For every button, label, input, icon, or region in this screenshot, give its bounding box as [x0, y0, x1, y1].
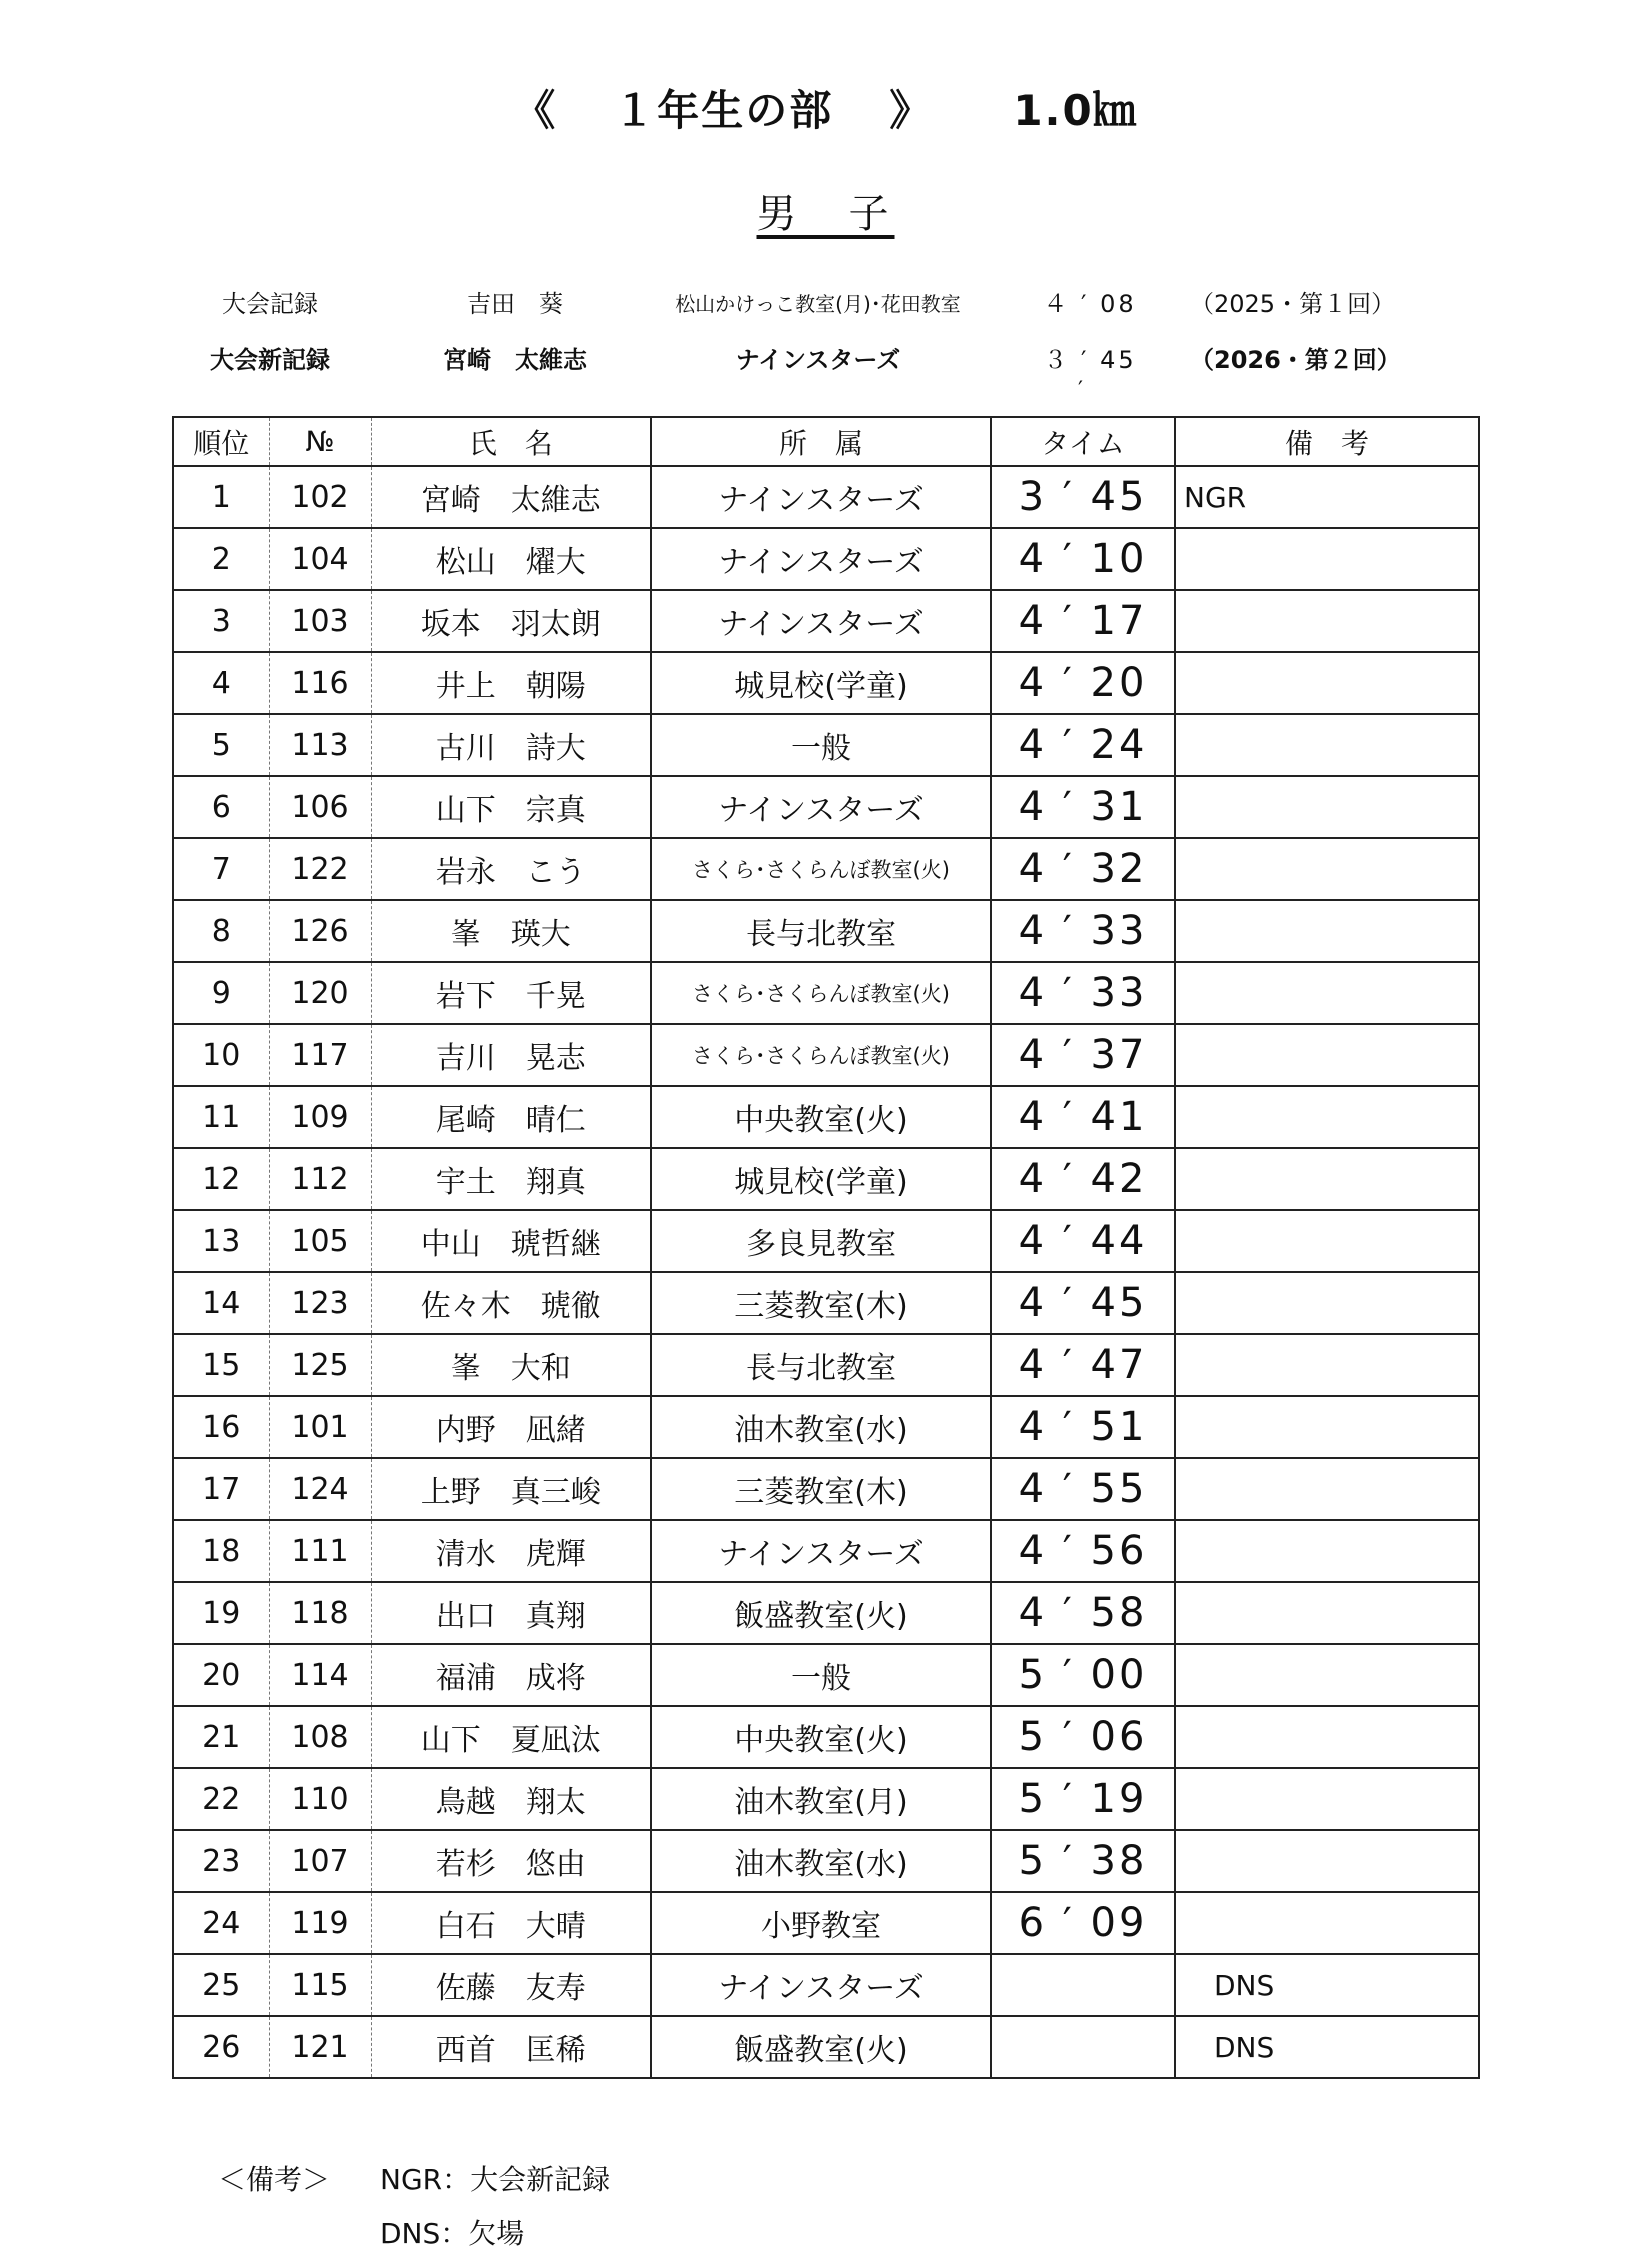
bib-number-cell: 110: [269, 1768, 371, 1830]
affiliation-cell: 中央教室(火): [651, 1086, 991, 1148]
bib-number-cell: 107: [269, 1830, 371, 1892]
rank-cell: 3: [173, 590, 269, 652]
athlete-name-cell: 吉川 晃志: [371, 1024, 651, 1086]
bib-number-cell: 120: [269, 962, 371, 1024]
remarks-cell: [1175, 900, 1479, 962]
results-body: [173, 466, 1479, 2078]
rank-cell: 24: [173, 1892, 269, 1954]
remarks-cell: NGR: [1175, 466, 1479, 528]
record-time: ４ ′ 08: [1043, 290, 1137, 318]
affiliation-cell: ナインスターズ: [651, 528, 991, 590]
remarks-cell: DNS: [1175, 1954, 1479, 2016]
time-cell: 4 ′ 44: [991, 1210, 1175, 1272]
title-division: １年生の部: [613, 86, 834, 135]
athlete-name-cell: 松山 燿大: [371, 528, 651, 590]
athlete-name-cell: 若杉 悠由: [371, 1830, 651, 1892]
time-cell: 4 ′ 24: [991, 714, 1175, 776]
rank-cell: 13: [173, 1210, 269, 1272]
rank-cell: 12: [173, 1148, 269, 1210]
athlete-name-cell: 佐藤 友寿: [371, 1954, 651, 2016]
affiliation-cell: ナインスターズ: [651, 1954, 991, 2016]
time-cell: 4 ′ 45: [991, 1272, 1175, 1334]
athlete-name-cell: 坂本 羽太朗: [371, 590, 651, 652]
rank-cell: 17: [173, 1458, 269, 1520]
rank-cell: 15: [173, 1334, 269, 1396]
bib-number-cell: 117: [269, 1024, 371, 1086]
affiliation-cell: 飯盛教室(火): [651, 2016, 991, 2078]
affiliation-cell: 三菱教室(木): [651, 1458, 991, 1520]
bib-number-cell: 102: [269, 466, 371, 528]
affiliation-cell: さくら･さくらんぼ教室(火): [651, 1024, 991, 1086]
bib-number-cell: 115: [269, 1954, 371, 2016]
new-record-year: （2026・第２回）: [1190, 346, 1401, 374]
page-title: [0, 78, 1651, 138]
section-heading-text: 男 子: [756, 191, 895, 237]
bib-number-cell: 104: [269, 528, 371, 590]
remarks-cell: [1175, 1148, 1479, 1210]
remarks-cell: [1175, 1892, 1479, 1954]
bib-number-cell: 121: [269, 2016, 371, 2078]
bib-number-cell: 111: [269, 1520, 371, 1582]
athlete-name-cell: 山下 宗真: [371, 776, 651, 838]
remarks-cell: [1175, 776, 1479, 838]
affiliation-cell: ナインスターズ: [651, 590, 991, 652]
rank-cell: 18: [173, 1520, 269, 1582]
stray-mark: ′: [1078, 378, 1083, 403]
notes-label: ＜備考＞: [218, 2163, 331, 2196]
rank-cell: 26: [173, 2016, 269, 2078]
athlete-name-cell: 清水 虎輝: [371, 1520, 651, 1582]
table-row: [173, 1334, 1479, 1396]
athlete-name-cell: 古川 詩大: [371, 714, 651, 776]
rank-cell: 7: [173, 838, 269, 900]
remarks-cell: [1175, 962, 1479, 1024]
table-row: [173, 1210, 1479, 1272]
rank-cell: 21: [173, 1706, 269, 1768]
bib-number-cell: 125: [269, 1334, 371, 1396]
remarks-cell: [1175, 1520, 1479, 1582]
time-cell: 5 ′ 19: [991, 1768, 1175, 1830]
athlete-name-cell: 井上 朝陽: [371, 652, 651, 714]
title-distance: 1.0㎞: [1013, 86, 1138, 135]
table-row: [173, 1954, 1479, 2016]
time-cell: 6 ′ 09: [991, 1892, 1175, 1954]
time-cell: 4 ′ 33: [991, 962, 1175, 1024]
time-cell: 3 ′ 45: [991, 466, 1175, 528]
rank-cell: 25: [173, 1954, 269, 2016]
rank-cell: 16: [173, 1396, 269, 1458]
affiliation-cell: 城見校(学童): [651, 1148, 991, 1210]
athlete-name-cell: 峯 大和: [371, 1334, 651, 1396]
remarks-cell: [1175, 1334, 1479, 1396]
table-row: [173, 714, 1479, 776]
section-heading: [0, 182, 1651, 239]
new-record-time: ３ ′ 45: [1043, 346, 1137, 374]
table-row: [173, 776, 1479, 838]
bib-number-cell: 106: [269, 776, 371, 838]
remarks-cell: [1175, 528, 1479, 590]
time-cell: 4 ′ 41: [991, 1086, 1175, 1148]
rank-cell: 6: [173, 776, 269, 838]
header-name: 氏 名: [371, 417, 651, 466]
rank-cell: 14: [173, 1272, 269, 1334]
time-cell: 4 ′ 58: [991, 1582, 1175, 1644]
time-cell: 4 ′ 47: [991, 1334, 1175, 1396]
rank-cell: 8: [173, 900, 269, 962]
bib-number-cell: 124: [269, 1458, 371, 1520]
affiliation-cell: 油木教室(月): [651, 1768, 991, 1830]
affiliation-cell: ナインスターズ: [651, 466, 991, 528]
athlete-name-cell: 宮崎 太維志: [371, 466, 651, 528]
table-row: [173, 1458, 1479, 1520]
athlete-name-cell: 岩永 こう: [371, 838, 651, 900]
time-cell: 4 ′ 10: [991, 528, 1175, 590]
time-cell: 4 ′ 37: [991, 1024, 1175, 1086]
rank-cell: 1: [173, 466, 269, 528]
affiliation-cell: 油木教室(水): [651, 1396, 991, 1458]
time-cell: 4 ′ 42: [991, 1148, 1175, 1210]
affiliation-cell: 一般: [651, 1644, 991, 1706]
affiliation-cell: 飯盛教室(火): [651, 1582, 991, 1644]
time-cell: 4 ′ 32: [991, 838, 1175, 900]
time-cell: [991, 2016, 1175, 2078]
new-record-row: [0, 340, 1651, 380]
bib-number-cell: 109: [269, 1086, 371, 1148]
rank-cell: 20: [173, 1644, 269, 1706]
athlete-name-cell: 中山 琥哲継: [371, 1210, 651, 1272]
meet-record-row: [0, 284, 1651, 324]
table-row: [173, 900, 1479, 962]
header-time: タイム: [991, 417, 1175, 466]
rank-cell: 5: [173, 714, 269, 776]
remarks-cell: [1175, 714, 1479, 776]
notes-line: NGR：大会新記録: [380, 2163, 611, 2196]
new-record-label: 大会新記録: [210, 346, 330, 374]
remarks-cell: DNS: [1175, 2016, 1479, 2078]
rank-cell: 4: [173, 652, 269, 714]
header-number: №: [269, 417, 371, 466]
affiliation-cell: ナインスターズ: [651, 1520, 991, 1582]
remarks-cell: [1175, 1396, 1479, 1458]
table-row: [173, 1830, 1479, 1892]
athlete-name-cell: 岩下 千晃: [371, 962, 651, 1024]
results-table: [172, 416, 1480, 2079]
record-affiliation: 松山かけっこ教室(月)･花田教室: [675, 292, 961, 316]
table-row: [173, 590, 1479, 652]
table-row: [173, 528, 1479, 590]
athlete-name-cell: 白石 大晴: [371, 1892, 651, 1954]
athlete-name-cell: 尾崎 晴仁: [371, 1086, 651, 1148]
time-cell: [991, 1954, 1175, 2016]
rank-cell: 9: [173, 962, 269, 1024]
table-row: [173, 1706, 1479, 1768]
athlete-name-cell: 内野 凪緒: [371, 1396, 651, 1458]
time-cell: 5 ′ 00: [991, 1644, 1175, 1706]
remarks-cell: [1175, 1644, 1479, 1706]
remarks-cell: [1175, 1210, 1479, 1272]
table-row: [173, 1272, 1479, 1334]
rank-cell: 22: [173, 1768, 269, 1830]
remarks-cell: [1175, 1272, 1479, 1334]
table-row: [173, 962, 1479, 1024]
remarks-cell: [1175, 1086, 1479, 1148]
bib-number-cell: 112: [269, 1148, 371, 1210]
table-row: [173, 1768, 1479, 1830]
table-row: [173, 1644, 1479, 1706]
header-remarks: 備 考: [1175, 417, 1479, 466]
bib-number-cell: 114: [269, 1644, 371, 1706]
remarks-cell: [1175, 1768, 1479, 1830]
time-cell: 4 ′ 31: [991, 776, 1175, 838]
header-affiliation: 所 属: [651, 417, 991, 466]
title-open-bracket: 《: [513, 86, 558, 135]
athlete-name-cell: 峯 瑛大: [371, 900, 651, 962]
new-record-name: 宮崎 太維志: [443, 346, 587, 374]
rank-cell: 2: [173, 528, 269, 590]
rank-cell: 19: [173, 1582, 269, 1644]
table-row: [173, 1086, 1479, 1148]
header-rank: 順位: [173, 417, 269, 466]
remarks-cell: [1175, 838, 1479, 900]
bib-number-cell: 119: [269, 1892, 371, 1954]
table-row: [173, 1520, 1479, 1582]
record-label: 大会記録: [222, 290, 318, 318]
athlete-name-cell: 山下 夏凪汰: [371, 1706, 651, 1768]
athlete-name-cell: 鳥越 翔太: [371, 1768, 651, 1830]
rank-cell: 23: [173, 1830, 269, 1892]
bib-number-cell: 105: [269, 1210, 371, 1272]
table-row: [173, 466, 1479, 528]
affiliation-cell: 多良見教室: [651, 1210, 991, 1272]
bib-number-cell: 116: [269, 652, 371, 714]
affiliation-cell: 長与北教室: [651, 1334, 991, 1396]
remarks-cell: [1175, 1024, 1479, 1086]
time-cell: 5 ′ 06: [991, 1706, 1175, 1768]
new-record-affiliation: ナインスターズ: [735, 346, 901, 374]
affiliation-cell: 中央教室(火): [651, 1706, 991, 1768]
bib-number-cell: 108: [269, 1706, 371, 1768]
time-cell: 4 ′ 17: [991, 590, 1175, 652]
record-name: 吉田 葵: [467, 290, 563, 318]
remarks-cell: [1175, 1458, 1479, 1520]
table-row: [173, 1892, 1479, 1954]
remarks-cell: [1175, 1830, 1479, 1892]
time-cell: 4 ′ 51: [991, 1396, 1175, 1458]
athlete-name-cell: 上野 真三峻: [371, 1458, 651, 1520]
time-cell: 5 ′ 38: [991, 1830, 1175, 1892]
affiliation-cell: 長与北教室: [651, 900, 991, 962]
bib-number-cell: 103: [269, 590, 371, 652]
table-row: [173, 1024, 1479, 1086]
time-cell: 4 ′ 56: [991, 1520, 1175, 1582]
table-row: [173, 1148, 1479, 1210]
affiliation-cell: 油木教室(水): [651, 1830, 991, 1892]
bib-number-cell: 126: [269, 900, 371, 962]
rank-cell: 11: [173, 1086, 269, 1148]
affiliation-cell: 小野教室: [651, 1892, 991, 1954]
rank-cell: 10: [173, 1024, 269, 1086]
affiliation-cell: 一般: [651, 714, 991, 776]
table-row: [173, 652, 1479, 714]
table-row: [173, 838, 1479, 900]
affiliation-cell: 城見校(学童): [651, 652, 991, 714]
time-cell: 4 ′ 55: [991, 1458, 1175, 1520]
remarks-cell: [1175, 1706, 1479, 1768]
bib-number-cell: 118: [269, 1582, 371, 1644]
affiliation-cell: さくら･さくらんぼ教室(火): [651, 962, 991, 1024]
affiliation-cell: ナインスターズ: [651, 776, 991, 838]
bib-number-cell: 122: [269, 838, 371, 900]
athlete-name-cell: 宇土 翔真: [371, 1148, 651, 1210]
bib-number-cell: 113: [269, 714, 371, 776]
notes-line: DNS：欠場: [380, 2217, 525, 2250]
table-header-row: [173, 417, 1479, 466]
remarks-cell: [1175, 652, 1479, 714]
remarks-cell: [1175, 1582, 1479, 1644]
athlete-name-cell: 佐々木 琥徹: [371, 1272, 651, 1334]
time-cell: 4 ′ 20: [991, 652, 1175, 714]
title-close-bracket: 》: [889, 86, 934, 135]
athlete-name-cell: 西首 匡稀: [371, 2016, 651, 2078]
record-year: （2025・第１回）: [1190, 290, 1396, 318]
athlete-name-cell: 出口 真翔: [371, 1582, 651, 1644]
bib-number-cell: 101: [269, 1396, 371, 1458]
time-cell: 4 ′ 33: [991, 900, 1175, 962]
table-row: [173, 2016, 1479, 2078]
table-row: [173, 1396, 1479, 1458]
bib-number-cell: 123: [269, 1272, 371, 1334]
affiliation-cell: 三菱教室(木): [651, 1272, 991, 1334]
affiliation-cell: さくら･さくらんぼ教室(火): [651, 838, 991, 900]
athlete-name-cell: 福浦 成将: [371, 1644, 651, 1706]
table-row: [173, 1582, 1479, 1644]
remarks-cell: [1175, 590, 1479, 652]
